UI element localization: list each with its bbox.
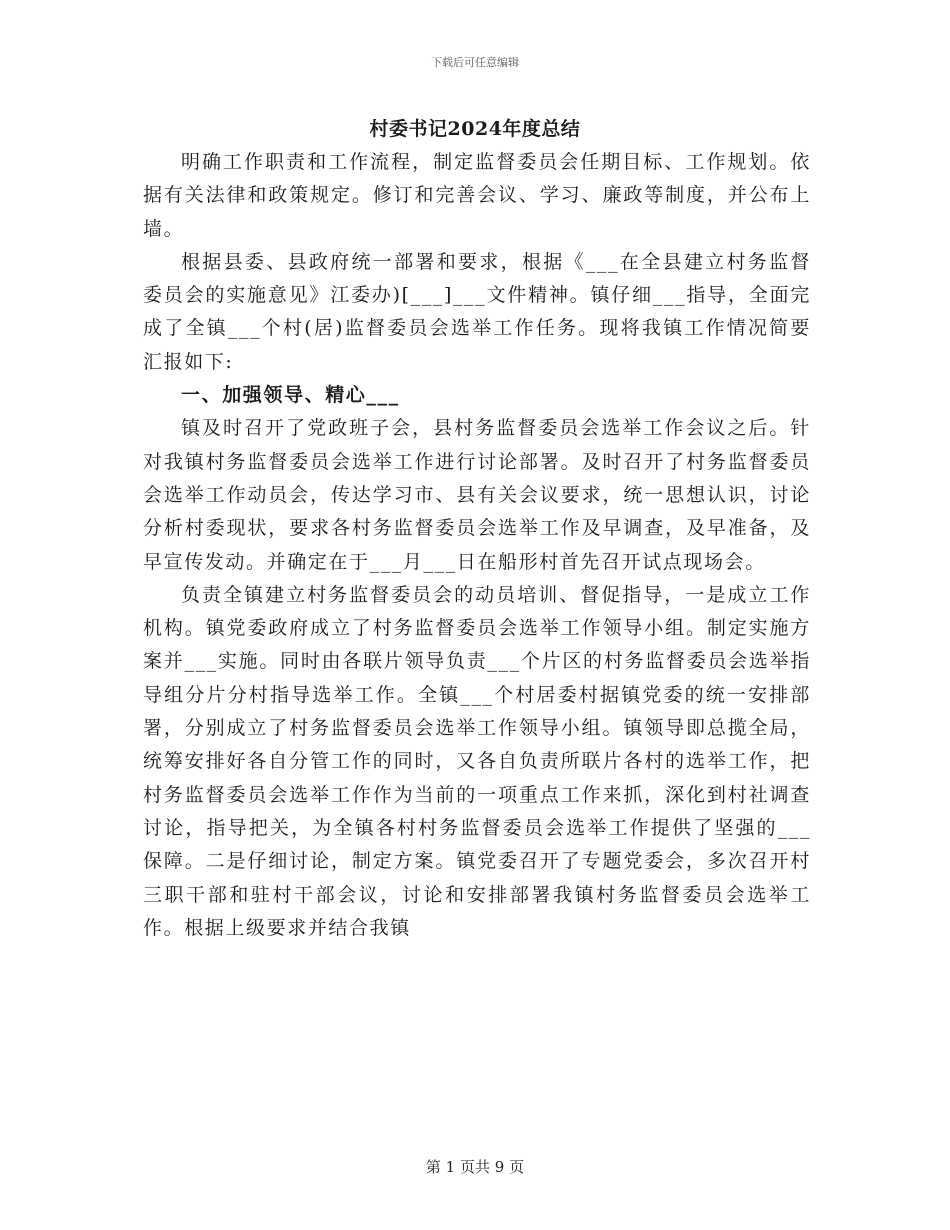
- paragraph: 镇及时召开了党政班子会，县村务监督委员会选举工作会议之后。针对我镇村务监督委员会选举工作进行讨论部署。及时召开了村务监督委员会选举工作动员会，传达学习市、县有关会议要求，统一思想认识，讨论分析村委现状，要求各村务监督委员会选举工作及早调查，及早准备，及早宣传发动。并确定在于___月___日在船形村首先召开试点现场会。: [143, 417, 811, 573]
- paragraph: 明确工作职责和工作流程，制定监督委员会任期目标、工作规划。依据有关法律和政策规定。修订和完善会议、学习、廉政等制度，并公布上墙。: [143, 151, 811, 240]
- page-number: 第 1 页共 9 页: [425, 1158, 525, 1176]
- page-header-note: 下载后可任意编辑: [431, 56, 519, 69]
- section-heading: 一、加强领导、精心___: [181, 384, 400, 407]
- paragraph: 根据县委、县政府统一部署和要求，根据《___在全县建立村务监督委员会的实施意见》江委办)[___]___文件精神。镇仔细___指导，全面完成了全镇___个村(居)监督委员会选举工作任务。现将我镇工作情况简要汇报如下:: [143, 250, 811, 373]
- document-title: 村委书记2024年度总结: [369, 118, 581, 140]
- paragraph: 负责全镇建立村务监督委员会的动员培训、督促指导，一是成立工作机构。镇党委政府成立了村务监督委员会选举工作领导小组。制定实施方案并___实施。同时由各联片领导负责___个片区的村务监督委员会选举指导组分片分村指导选举工作。全镇___个村居委村据镇党委的统一安排部署，分别成立了村务监督委员会选举工作领导小组。镇领导即总揽全局，统筹安排好各自分管工作的同时，又各自负责所联片各村的选举工作，把村务监督委员会选举工作作为当前的一项重点工作来抓，深化到村社调查讨论，指导把关，为全镇各村村务监督委员会选举工作提供了坚强的___保障。二是仔细讨论，制定方案。镇党委召开了专题党委会，多次召开村三职干部和驻村干部会议，讨论和安排部署我镇村务监督委员会选举工作。根据上级要求并结合我镇: [143, 583, 811, 939]
- document-body: [143, 146, 811, 945]
